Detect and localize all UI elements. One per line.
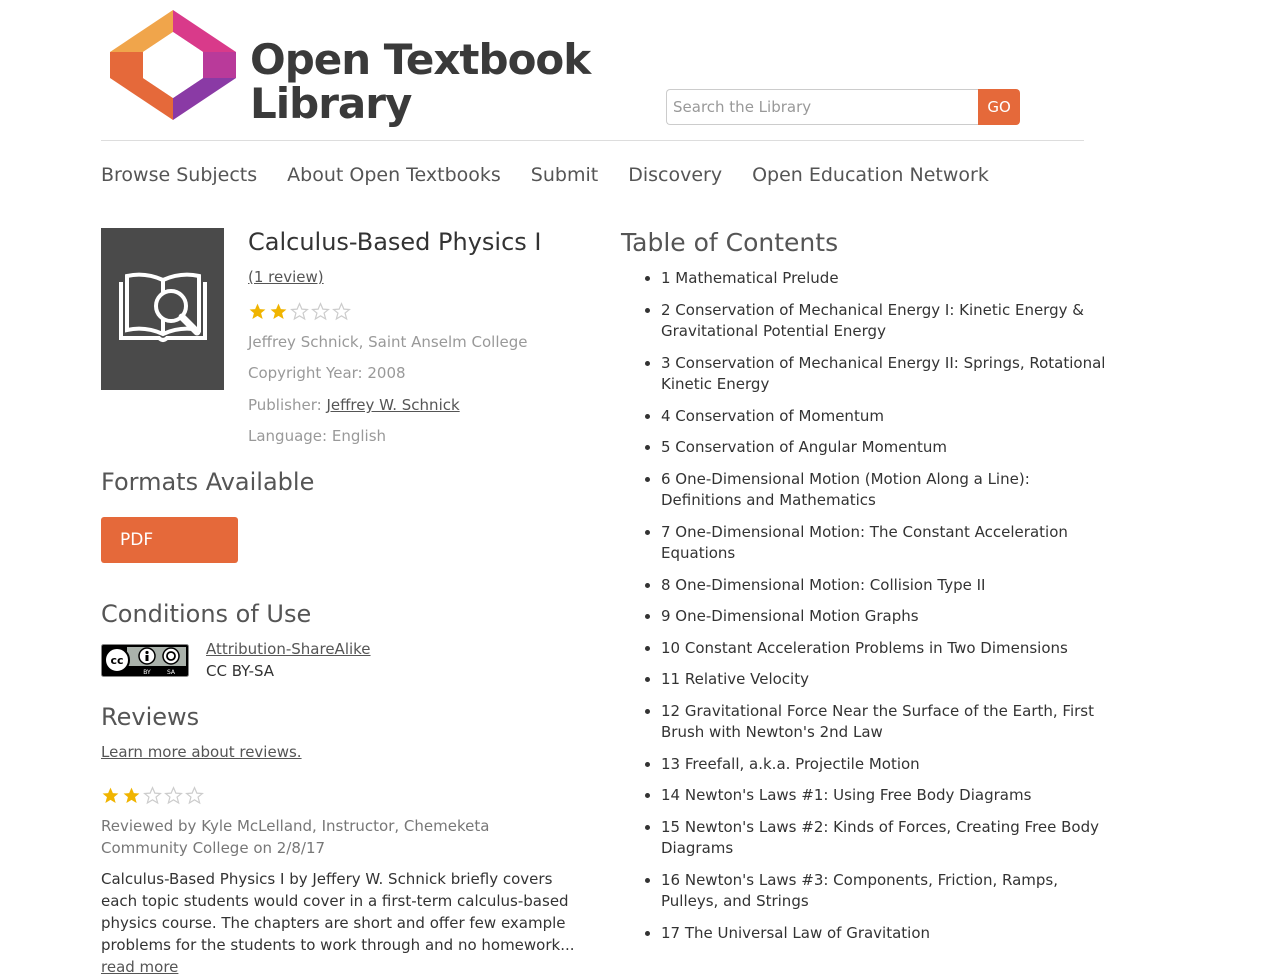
cc-badge-cc-label: cc xyxy=(110,654,124,667)
toc-item: • 8 One-Dimensional Motion: Collision Type II xyxy=(661,575,1106,597)
toc-item: • 13 Freefall, a.k.a. Projectile Motion xyxy=(661,754,1106,776)
toc-item: • 9 One-Dimensional Motion Graphs xyxy=(661,606,1106,628)
nav-about-open-textbooks[interactable]: About Open Textbooks xyxy=(287,164,501,186)
license-code: CC BY-SA xyxy=(206,662,275,680)
formats-heading: Formats Available xyxy=(101,468,315,496)
star-empty-icon xyxy=(311,302,330,321)
toc-item: • 10 Constant Acceleration Problems in Two Dimensions xyxy=(661,638,1106,660)
star-empty-icon xyxy=(143,786,162,805)
open-textbook-library-logo-icon[interactable] xyxy=(108,8,238,123)
reviewer-info: Reviewed by Kyle McLelland, Instructor, Chemeketa Community College on 2/8/17 xyxy=(101,817,490,857)
nav-submit[interactable]: Submit xyxy=(530,164,599,186)
brand-line-2: Library xyxy=(250,79,412,128)
nav-open-education-network[interactable]: Open Education Network xyxy=(752,164,989,186)
license-link[interactable]: Attribution-ShareAlike xyxy=(206,640,371,658)
review-text: Calculus-Based Physics I by Jeffery W. Schnick briefly covers each topic students would cover in a first-term calculus-based physics course. The chapters are short and offer few example problems for the students to work through and no homework... xyxy=(101,870,575,954)
star-filled-icon xyxy=(269,302,288,321)
toc-item: • 6 One-Dimensional Motion (Motion Along a Line): Definitions and Mathematics xyxy=(661,469,1106,512)
book-copyright: Copyright Year: 2008 xyxy=(248,364,406,382)
star-empty-icon xyxy=(290,302,309,321)
book-publisher xyxy=(248,396,460,414)
search-go-button[interactable]: GO xyxy=(978,89,1020,125)
book-language: Language: English xyxy=(248,427,387,445)
toc-item: • 1 Mathematical Prelude xyxy=(661,268,1106,290)
review-count-link[interactable]: (1 review) xyxy=(248,268,324,286)
cc-badge-by-label: BY xyxy=(143,669,151,676)
book-rating-stars xyxy=(248,302,351,321)
search-input[interactable] xyxy=(666,89,978,125)
toc-item: • 16 Newton's Laws #3: Components, Friction, Ramps, Pulleys, and Strings xyxy=(661,870,1106,913)
star-filled-icon xyxy=(122,786,141,805)
main-nav xyxy=(101,160,1019,190)
publisher-label: Publisher: xyxy=(248,396,322,414)
toc-list xyxy=(641,268,1106,954)
pdf-download-button[interactable]: PDF xyxy=(101,517,238,563)
star-filled-icon xyxy=(248,302,267,321)
star-empty-icon xyxy=(332,302,351,321)
toc-item: • 3 Conservation of Mechanical Energy II: Springs, Rotational Kinetic Energy xyxy=(661,353,1106,396)
star-empty-icon xyxy=(164,786,183,805)
book-cover xyxy=(101,228,224,390)
toc-item: • 17 The Universal Law of Gravitation xyxy=(661,923,1106,945)
learn-more-reviews-link[interactable]: Learn more about reviews. xyxy=(101,743,302,761)
review-excerpt xyxy=(101,868,579,978)
read-more-link[interactable]: read more xyxy=(101,958,179,976)
toc-item: • 7 One-Dimensional Motion: The Constant Acceleration Equations xyxy=(661,522,1106,565)
review-rating-stars xyxy=(101,786,204,805)
book-title: Calculus-Based Physics I xyxy=(248,228,542,256)
cc-badge-sa-label: SA xyxy=(166,669,176,676)
nav-browse-subjects[interactable]: Browse Subjects xyxy=(101,164,258,186)
cc-by-sa-badge-icon[interactable] xyxy=(101,644,189,677)
book-search-icon xyxy=(117,268,209,350)
brand-wordmark[interactable] xyxy=(250,35,591,128)
toc-item: • 4 Conservation of Momentum xyxy=(661,406,1106,428)
brand-line-1: Open Textbook xyxy=(250,35,591,84)
star-empty-icon xyxy=(185,786,204,805)
header-divider xyxy=(101,140,1084,141)
toc-item: • 12 Gravitational Force Near the Surface of the Earth, First Brush with Newton's 2nd Law xyxy=(661,701,1106,744)
star-filled-icon xyxy=(101,786,120,805)
publisher-link[interactable]: Jeffrey W. Schnick xyxy=(326,396,460,414)
toc-item: • 15 Newton's Laws #2: Kinds of Forces, Creating Free Body Diagrams xyxy=(661,817,1106,860)
nav-discovery[interactable]: Discovery xyxy=(628,164,723,186)
toc-item: • 5 Conservation of Angular Momentum xyxy=(661,437,1106,459)
toc-item: • 14 Newton's Laws #1: Using Free Body Diagrams xyxy=(661,785,1106,807)
search-form xyxy=(666,89,1020,123)
toc-item: • 11 Relative Velocity xyxy=(661,669,1106,691)
reviews-heading: Reviews xyxy=(101,703,200,731)
toc-heading: Table of Contents xyxy=(621,228,839,257)
toc-item: • 2 Conservation of Mechanical Energy I: Kinetic Energy & Gravitational Potential Energy xyxy=(661,300,1106,343)
conditions-heading: Conditions of Use xyxy=(101,600,312,628)
book-authors: Jeffrey Schnick, Saint Anselm College xyxy=(248,333,528,351)
